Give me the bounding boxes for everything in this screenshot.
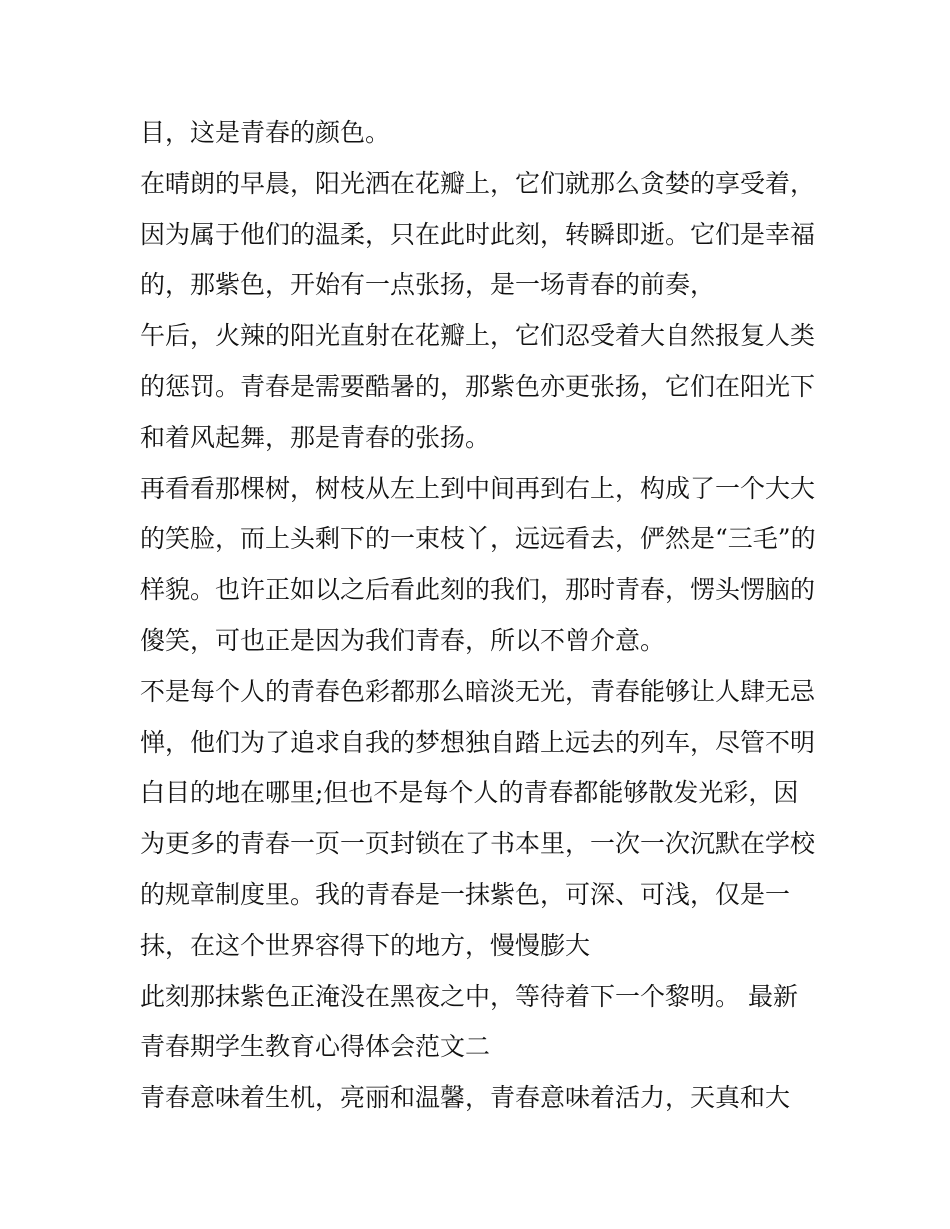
- text-line: 在晴朗的早晨，阳光洒在花瓣上，它们就那么贪婪的享受着，: [140, 168, 816, 198]
- text-line: 不是每个人的青春色彩都那么暗淡无光，青春能够让人肆无忌: [140, 676, 816, 706]
- text-line: 青春意味着生机，亮丽和温馨，青春意味着活力，天真和大: [140, 1083, 791, 1113]
- text-line: 为更多的青春一页一页封锁在了书本里，一次一次沉默在学校: [140, 829, 816, 859]
- section-heading: 青春期学生教育心得体会范文二: [140, 1032, 491, 1062]
- text-line: 目，这是青春的颜色。: [140, 118, 391, 147]
- text-line: 此刻那抹紫色正淹没在黑夜之中，等待着下一个黎明。 最新: [140, 981, 798, 1011]
- essay-body: [140, 108, 820, 1124]
- text-line: 抹，在这个世界容得下的地方，慢慢膨大: [140, 930, 591, 960]
- text-line: 的笑脸，而上头剩下的一束枝丫，远远看去，俨然是“三毛”的: [140, 524, 816, 554]
- text-line: 因为属于他们的温柔，只在此时此刻，转瞬即逝。它们是幸福: [140, 219, 816, 249]
- text-line: 午后，火辣的阳光直射在花瓣上，它们忍受着大自然报复人类: [140, 321, 816, 351]
- text-line: 的，那紫色，开始有一点张扬，是一场青春的前奏，: [140, 270, 716, 300]
- text-line: 样貌。也许正如以之后看此刻的我们，那时青春，愣头愣脑的: [140, 575, 816, 605]
- text-line: 的惩罚。青春是需要酷暑的，那紫色亦更张扬，它们在阳光下: [140, 371, 816, 401]
- text-line: 傻笑，可也正是因为我们青春，所以不曾介意。: [140, 625, 666, 655]
- text-line: 的规章制度里。我的青春是一抹紫色，可深、可浅，仅是一: [140, 879, 791, 909]
- text-line: 再看看那棵树，树枝从左上到中间再到右上，构成了一个大大: [140, 473, 816, 503]
- text-line: 白目的地在哪里;但也不是每个人的青春都能够散发光彩，因: [140, 778, 799, 808]
- text-line: 惮，他们为了追求自我的梦想独自踏上远去的列车，尽管不明: [140, 727, 816, 757]
- text-line: 和着风起舞，那是青春的张扬。: [140, 422, 491, 452]
